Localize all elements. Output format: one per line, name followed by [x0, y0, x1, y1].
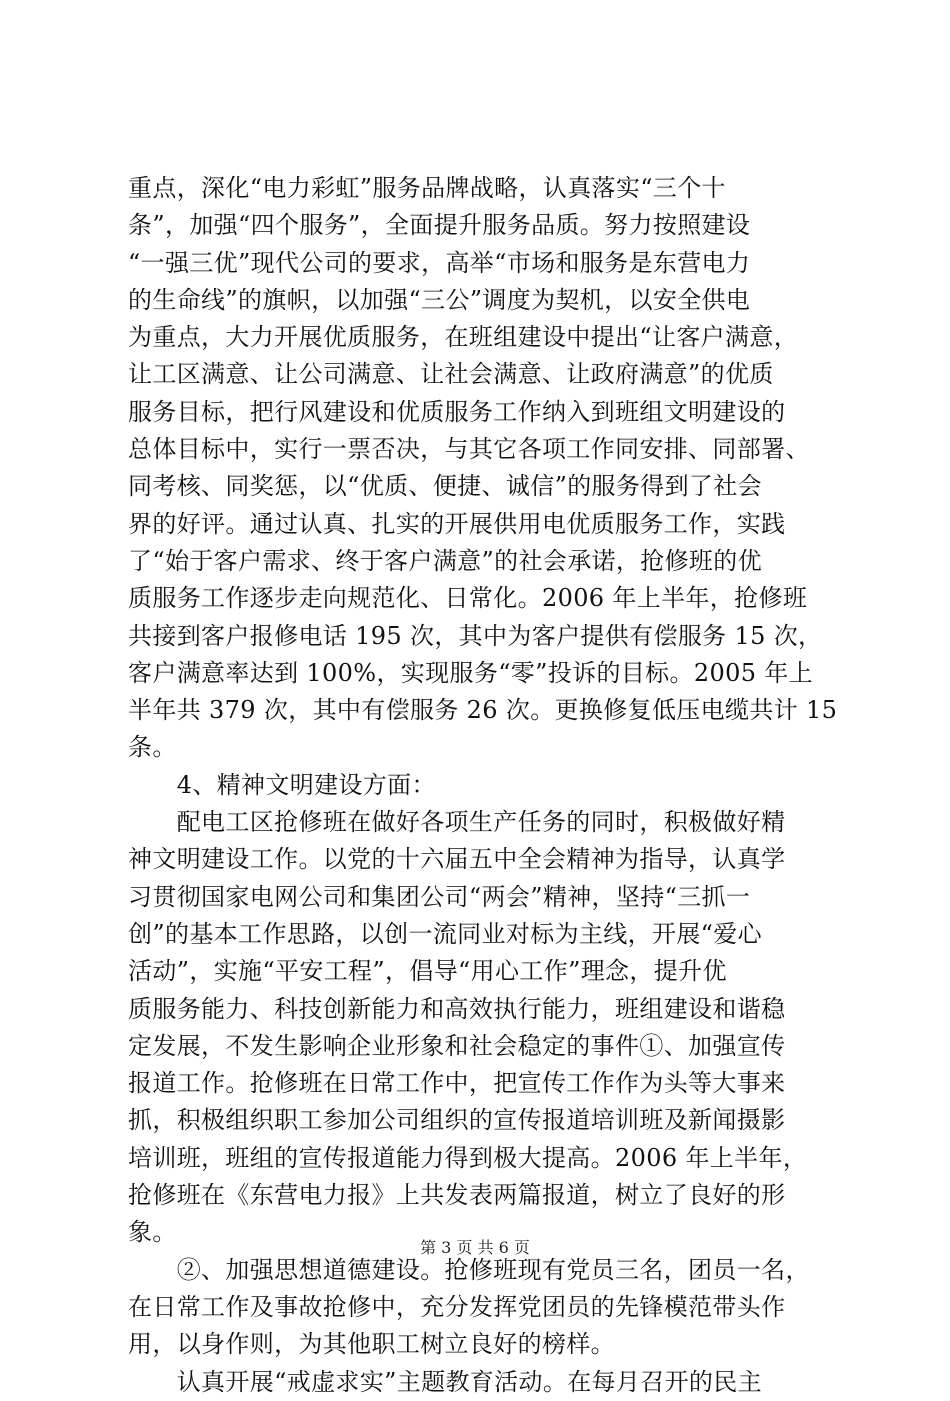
text-line: 在日常工作及事故抢修中，充分发挥党团员的先锋模范带头作: [128, 1292, 786, 1321]
text-line: 总体目标中，实行一票否决，与其它各项工作同安排、同部署、: [128, 435, 810, 464]
text-line: 抓，积极组织职工参加公司组织的宣传报道培训班及新闻摄影: [128, 1106, 786, 1135]
page-footer: [0, 1238, 950, 1258]
text-line: 为重点，大力开展优质服务，在班组建设中提出“让客户满意，: [128, 323, 799, 352]
text-line: ②、加强思想道德建设。抢修班现有党员三名，团员一名，: [128, 1255, 810, 1284]
text-line: 同考核、同奖惩，以“优质、便捷、诚信”的服务得到了社会: [128, 472, 762, 501]
text-line: 定发展，不发生影响企业形象和社会稳定的事件①、加强宣传: [128, 1031, 786, 1060]
text-line: 用，以身作则，为其他职工树立良好的榜样。: [128, 1330, 615, 1359]
text-line: “一强三优”现代公司的要求，高举“市场和服务是东营电力: [128, 248, 751, 277]
text-line: 条”，加强“四个服务”，全面提升服务品质。努力按照建设: [128, 211, 751, 240]
text-line: 创”的基本工作思路，以创一流同业对标为主线，开展“爱心: [128, 919, 762, 948]
text-line: 习贯彻国家电网公司和集团公司“两会”精神，坚持“三抓一: [128, 882, 751, 911]
text-line: 服务目标，把行风建设和优质服务工作纳入到班组文明建设的: [128, 397, 786, 426]
text-line: 了“始于客户需求、终于客户满意”的社会承诺，抢修班的优: [128, 546, 762, 575]
text-line: 条。: [128, 733, 177, 762]
text-line: 抢修班在《东营电力报》上共发表两篇报道，树立了良好的形: [128, 1181, 786, 1210]
section-heading: 4、精神文明建设方面：: [128, 770, 436, 799]
text-line: 重点，深化“电力彩虹”服务品牌战略，认真落实“三个十: [128, 174, 726, 202]
text-line: 的生命线”的旗帜，以加强“三公”调度为契机，以安全供电: [128, 285, 751, 314]
text-line: 共接到客户报修电话 195 次，其中为客户提供有偿服务 15 次，: [128, 621, 823, 650]
text-line: 报道工作。抢修班在日常工作中，把宣传工作作为头等大事来: [128, 1069, 786, 1098]
text-line: 神文明建设工作。以党的十六届五中全会精神为指导，认真学: [128, 845, 786, 874]
body-text: [128, 170, 840, 1401]
text-line: 象。: [128, 1218, 177, 1247]
text-line: 质服务能力、科技创新能力和高效执行能力，班组建设和谐稳: [128, 994, 786, 1023]
text-line: 客户满意率达到 100%，实现服务“零”投诉的目标。2005 年上: [128, 658, 814, 687]
text-line: 半年共 379 次，其中有偿服务 26 次。更换修复低压电缆共计 15: [128, 696, 838, 725]
page-number: 第 3 页 共 6 页: [420, 1238, 530, 1257]
text-line: 配电工区抢修班在做好各项生产任务的同时，积极做好精: [128, 808, 786, 837]
text-line: 质服务工作逐步走向规范化、日常化。2006 年上半年，抢修班: [128, 584, 808, 613]
text-line: 让工区满意、让公司满意、让社会满意、让政府满意”的优质: [128, 360, 774, 389]
text-line: 界的好评。通过认真、扎实的开展供用电优质服务工作，实践: [128, 509, 786, 538]
text-line: 认真开展“戒虚求实”主题教育活动。在每月召开的民主: [128, 1367, 762, 1396]
text-line: 活动”，实施“平安工程”，倡导“用心工作”理念，提升优: [128, 957, 727, 986]
text-line: 培训班，班组的宣传报道能力得到极大提高。2006 年上半年，: [128, 1143, 808, 1172]
